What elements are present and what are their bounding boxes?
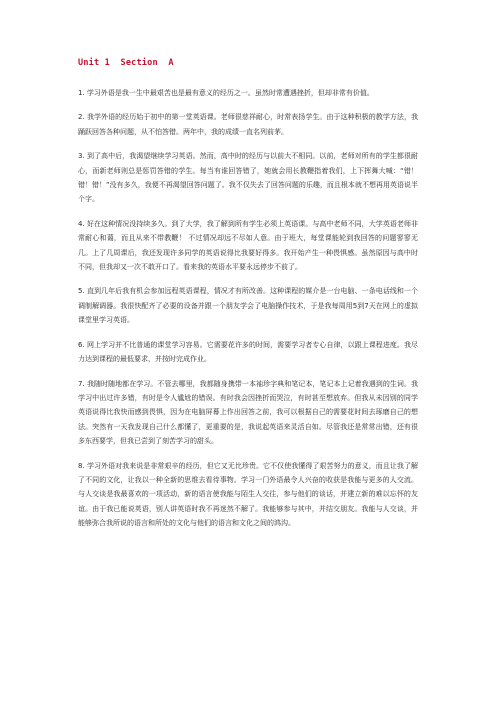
paragraph-2: 2. 我学外语的经历始于初中的第一堂英语课。老师很慈祥耐心，时常表扬学生。由于这种积极的教学方法，我踊跃回答各种问题，从不怕答错。两年中，我的成绩一直名列前茅。 <box>78 113 418 136</box>
paragraph-3: 3. 到了高中后，我渴望继续学习英语。然而，高中时的经历与以前大不相同。以前，老师对所有的学生都很耐心，而新老师则总是惩罚答错的学生。每当有谁回答错了，她就会用长教鞭指着我们，上下挥舞大喊：“错！错！错！”没有多久，我便不再渴望回答问题了。我不仅失去了回答问题的乐趣，而且根本就不想再用英语说半个字。 <box>78 152 418 204</box>
paragraph-1: 1. 学习外语是我一生中最艰苦也是最有意义的经历之一。虽然时常遭遇挫折，但却非常有价值。 <box>78 89 374 97</box>
paragraph-7: 7. 我随时随地都在学习。不管去哪里，我都随身携带一本袖珍字典和笔记本，笔记本上记着我遇到的生词。我学习中出过许多错，有时是令人尴尬的错误。有时我会因挫折而哭泣，有时甚至想放弃。但我从未因别的同学英语说得比我快而感到畏惧，因为在电脑屏幕上作出回答之前，我可以根据自己的需要花时间去琢磨自己的想法。突然有一天我发现自己什么都懂了，更重要的是，我说起英语来灵活自如。尽管我还是常常出错，还有很多东西要学，但我已尝到了刻苦学习的甜头。 <box>78 379 418 446</box>
paragraph-6: 6. 网上学习并不比普通的课堂学习容易。它需要花许多的时间，需要学习者专心自律，以跟上课程进度。我尽力达到课程的最低要求，并按时完成作业。 <box>78 340 418 364</box>
document-body <box>78 86 418 541</box>
paragraph-4: 4. 好在这种情况没持续多久。到了大学，我了解到所有学生必须上英语课。与高中老师不同，大学英语老师非常耐心和蔼，而且从来不带教鞭！ 不过情况却远不尽如人意。由于班大，每堂课能轮到我回答的问题寥寥无几。上了几周课后，我还发现许多同学的英语说得比我要好得多。我开始产生一种畏惧感。虽然原因与高中时不同，但我却又一次不敢开口了。看来我的英语水平要永远停步不前了。 <box>78 219 418 272</box>
document-title: Unit 1 Section A <box>78 58 174 68</box>
paragraph-5: 5. 直到几年后我有机会参加远程英语课程，情况才有所改善。这种课程的媒介是一台电脑、一条电话线和一个调制解调器。我很快配齐了必要的设备并跟一个朋友学会了电脑操作技术，于是我每周用5到7天在网上的虚拟课堂里学习英语。 <box>78 287 418 325</box>
paragraph-8: 8. 学习外语对我来说是非常艰辛的经历，但它又无比珍贵。它不仅使我懂得了艰苦努力的意义，而且让我了解了不同的文化，让我以一种全新的思维去看待事物。学习一门外语最令人兴奋的收获是我能与更多的人交流。与人交谈是我最喜欢的一项活动，新的语言使我能与陌生人交往，参与他们的谈话，并建立新的难以忘怀的友谊。由于我已能说英语，别人讲英语时我不再迷然不解了。我能够参与其中，并结交朋友。我能与人交谈，并能够弥合我所说的语言和所处的文化与他们的语言和文化之间的鸿沟。 <box>78 461 418 528</box>
